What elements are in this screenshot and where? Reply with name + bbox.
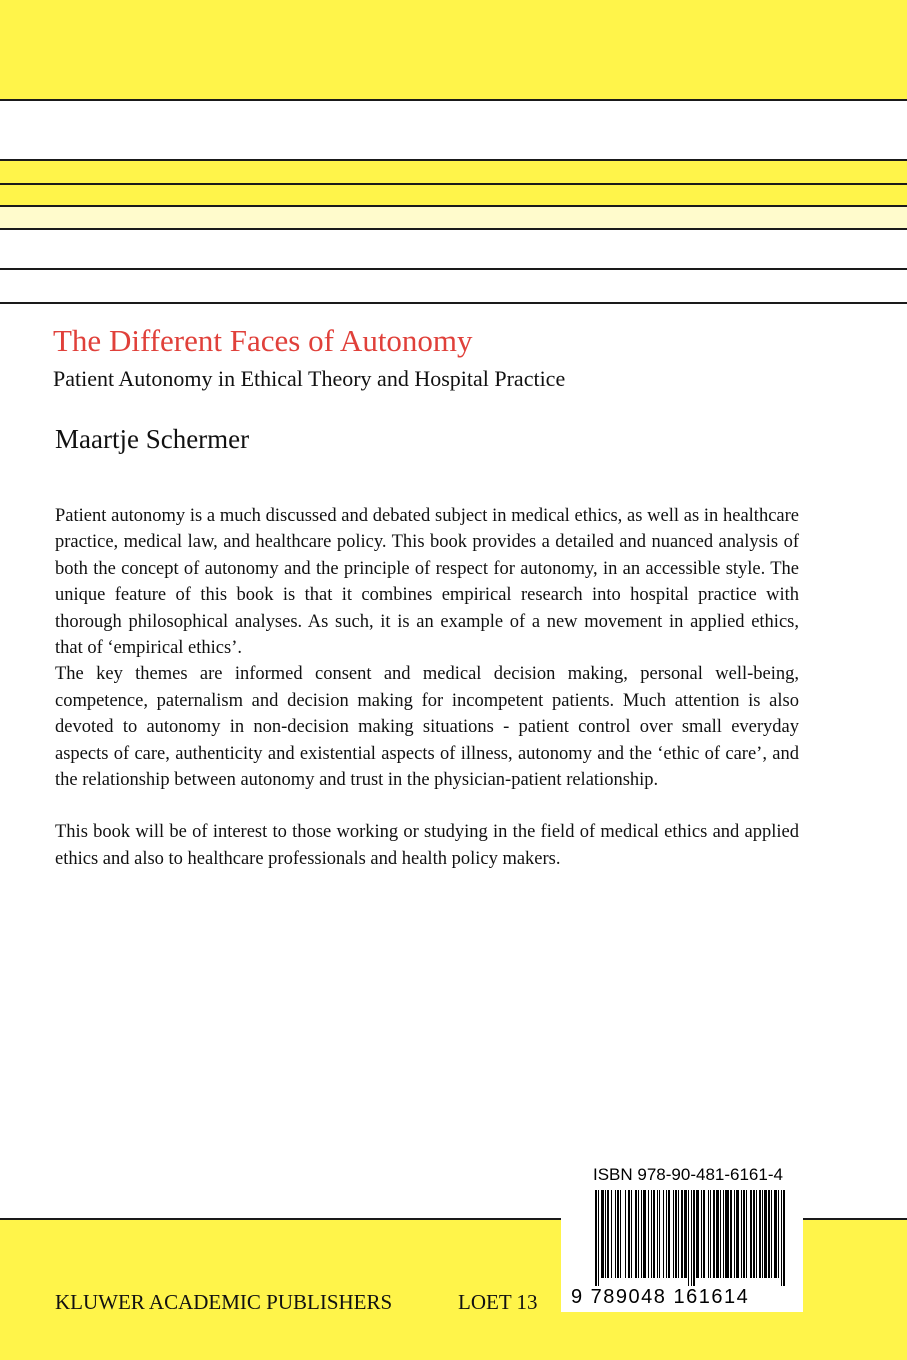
publisher-name: KLUWER ACADEMIC PUBLISHERS: [55, 1290, 393, 1314]
barcode-bar: [620, 1190, 621, 1278]
barcode-bar: [668, 1190, 670, 1278]
barcode-bar: [595, 1190, 597, 1286]
barcode-bar: [768, 1190, 770, 1278]
yellow-stripe: [0, 161, 907, 183]
blurb-paragraph: Patient autonomy is a much discussed and debated subject in medical ethics, as well as in healthcare practice, medical law, and healthcare policy. This book provides a detailed and nuanced analysis of both the concept of autonomy and the principle of respect for autonomy, in an accessible style. The unique feature of this book is that it combines empirical research into hospital practice with thorough philosophical analyses. As such, it is an example of a new movement in applied ethics, that of ‘empirical ethics’.: [55, 506, 799, 659]
barcode-icon: [593, 1190, 789, 1286]
barcode-bar: [725, 1190, 729, 1278]
rule-1: [0, 99, 907, 101]
top-yellow-band: [0, 0, 907, 100]
barcode-bar: [684, 1190, 687, 1278]
book-subtitle: Patient Autonomy in Ethical Theory and Hospital Practice: [53, 366, 566, 391]
barcode-bar: [753, 1190, 755, 1278]
barcode-bar: [710, 1190, 711, 1278]
rule-5: [0, 228, 907, 230]
barcode-bar: [617, 1190, 619, 1278]
barcode-bar: [659, 1190, 660, 1278]
barcode-bar: [641, 1190, 642, 1278]
barcode-bar: [693, 1190, 695, 1286]
barcode-bar: [628, 1190, 630, 1278]
barcode-bar: [675, 1190, 677, 1278]
barcode-bar: [774, 1190, 777, 1278]
rule-6: [0, 268, 907, 270]
barcode-bar: [781, 1190, 782, 1286]
barcode-bar: [653, 1190, 655, 1278]
barcode-bar: [638, 1190, 639, 1278]
barcode-bar: [678, 1190, 679, 1278]
yellow-stripe: [0, 185, 907, 205]
barcode-bar: [708, 1190, 709, 1278]
barcode-bar: [783, 1190, 785, 1286]
blurb-paragraph: The key themes are informed consent and medical decision making, personal well-being, competence, paternalism and decision making for incompetent patients. Much attention is also devoted to autonomy in non-decision making situations - patient control over small everyday aspects of care, authenticity and existential aspects of illness, autonomy and the ‘ethic of care’, and the relationship between autonomy and trust in the physician-patient relationship.: [55, 664, 799, 791]
barcode-bar: [771, 1190, 772, 1278]
barcode-bar: [756, 1190, 757, 1278]
barcode-bar: [681, 1190, 683, 1278]
blurb-paragraph: This book will be of interest to those working or studying in the field of medical ethics and applied ethics and also to healthcare professionals and health policy makers.: [55, 822, 799, 869]
barcode-bar: [607, 1190, 609, 1278]
barcode-bar: [635, 1190, 637, 1278]
barcode-bar: [723, 1190, 724, 1278]
barcode-bar: [648, 1190, 649, 1278]
barcode-bar: [643, 1190, 646, 1278]
barcode-bar: [746, 1190, 747, 1278]
barcode-digits: 9 789048 161614: [571, 1286, 750, 1308]
rule-7: [0, 302, 907, 304]
barcode-bar: [631, 1190, 632, 1278]
barcode-bar: [750, 1190, 752, 1278]
barcode-bar: [720, 1190, 721, 1278]
barcode-bar: [651, 1190, 652, 1278]
isbn-label: ISBN 978-90-481-6161-4: [593, 1165, 783, 1184]
barcode-bar: [764, 1190, 767, 1278]
blurb-text: [55, 503, 799, 872]
barcode-bar: [605, 1190, 606, 1278]
pale-yellow-stripe: [0, 207, 907, 228]
barcode-bar: [762, 1190, 763, 1278]
barcode-bar: [691, 1190, 692, 1286]
barcode-bar: [598, 1190, 599, 1286]
book-title: The Different Faces of Autonomy: [53, 323, 473, 358]
barcode-bar: [663, 1190, 664, 1278]
barcode-bar: [703, 1190, 705, 1278]
series-label: LOET 13: [458, 1290, 538, 1314]
barcode-bar: [657, 1190, 658, 1278]
barcode-bar: [611, 1190, 612, 1278]
barcode-bar: [601, 1190, 604, 1278]
barcode-bar: [730, 1190, 732, 1278]
barcode-bar: [713, 1190, 715, 1278]
barcode-bar: [615, 1190, 616, 1278]
barcode-bar: [716, 1190, 719, 1278]
barcode-bar: [673, 1190, 674, 1278]
barcode-bar: [701, 1190, 702, 1278]
barcode-bar: [736, 1190, 739, 1278]
barcode-bar: [625, 1190, 626, 1278]
barcode-bar: [734, 1190, 735, 1278]
barcode-bar: [759, 1190, 761, 1278]
barcode-bar: [743, 1190, 745, 1278]
barcode-bar: [696, 1190, 699, 1278]
barcode-bar: [778, 1190, 779, 1278]
barcode-bar: [688, 1190, 689, 1286]
book-author: Maartje Schermer: [55, 424, 250, 454]
barcode-bar: [741, 1190, 742, 1278]
barcode-bar: [666, 1190, 667, 1278]
